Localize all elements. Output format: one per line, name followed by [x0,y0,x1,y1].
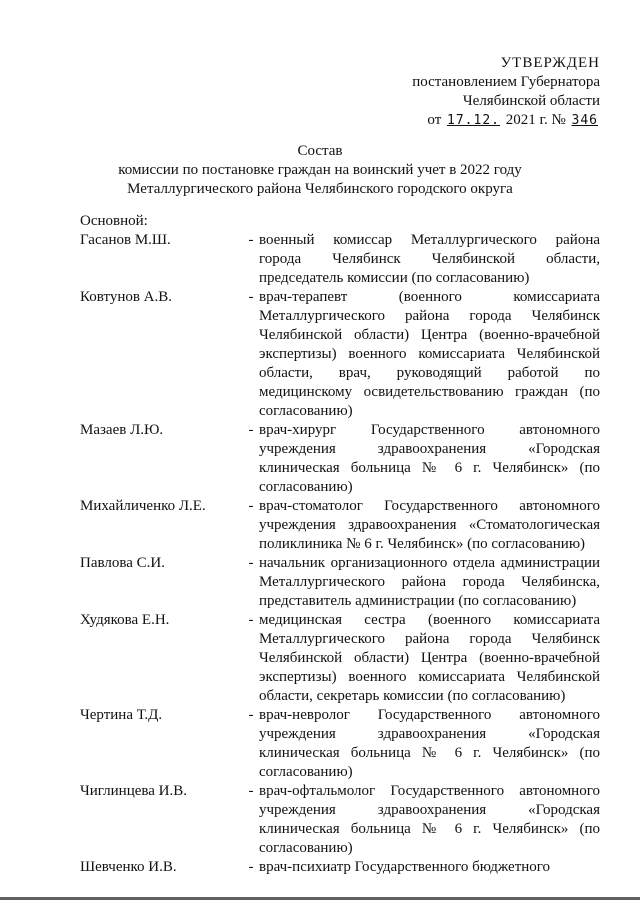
member-name: Мазаев Л.Ю. [80,422,164,438]
member-row [80,858,600,877]
member-role: врач-хирург Государственного автономного учреждения здравоохранения «Городская клиническая больница № 6 г. Челябинск» (по согласованию) [259,422,600,495]
member-row [80,231,600,288]
member-role: медицинская сестра (военного комиссариата Металлургического района города Челябинск Челябинской области) Центра (военно-врачебной экспертизы) военного комиссариата Челябинской области, секретарь комиссии (по согласованию) [259,612,600,704]
title-line-1: Состав [297,143,343,159]
title-line-3: Металлургического района Челябинского городского округа [127,181,513,197]
dash-separator: - [248,612,254,628]
member-row [80,782,600,858]
member-name: Павлова С.И. [80,555,165,571]
scan-bottom-edge [0,897,640,900]
member-row [80,611,600,706]
approval-heading: УТВЕРЖДЕН [500,55,600,71]
member-name: Чиглинцева И.В. [80,783,188,799]
year-text: 2021 г. № [505,112,566,128]
member-name: Чертина Т.Д. [80,707,163,723]
member-name: Гасанов М.Ш. [80,232,171,248]
member-role: начальник организационного отдела администрации Металлургического района города Челябинска, представитель администрации (по согласованию) [259,555,600,609]
date-prefix: от [427,112,442,128]
member-row [80,421,600,497]
member-role: врач-терапевт (военного комиссариата Металлургического района города Челябинск Челябинской области) Центра (военно-врачебной экспертизы) военного комиссариата Челябинской области, врач, руководящий работой по медицинскому освидетельствованию граждан (по согласованию) [259,289,600,419]
section-label: Основной: [80,213,148,229]
member-role: военный комиссар Металлургического района города Челябинск Челябинской области, председатель комиссии (по согласованию) [259,232,600,286]
member-name: Ковтунов А.В. [80,289,173,305]
member-name: Худякова Е.Н. [80,612,170,628]
approval-line-1: постановлением Губернатора [412,74,600,90]
dash-separator: - [248,498,254,514]
dash-separator: - [248,232,254,248]
document-title [60,142,580,199]
approval-line-2: Челябинской области [462,93,600,109]
member-name: Шевченко И.В. [80,859,177,875]
member-role: врач-невролог Государственного автономного учреждения здравоохранения «Городская клиническая больница № 6 г. Челябинск» (по согласованию) [259,707,600,780]
approval-block [390,54,600,130]
date-value: 17.12. [447,113,500,128]
member-row [80,554,600,611]
member-name: Михайличенко Л.Е. [80,498,206,514]
decree-number: 346 [571,113,598,128]
title-line-2: комиссии по постановке граждан на воинский учет в 2022 году [118,162,522,178]
member-role: врач-стоматолог Государственного автономного учреждения здравоохранения «Стоматологическая поликлиника № 6 г. Челябинск» (по согласованию) [259,498,600,552]
dash-separator: - [248,783,254,799]
member-role: врач-психиатр Государственного бюджетного [259,859,551,875]
dash-separator: - [248,422,254,438]
approval-date-line [390,111,600,130]
members-list [80,231,600,877]
dash-separator: - [248,555,254,571]
member-role: врач-офтальмолог Государственного автономного учреждения здравоохранения «Городская клиническая больница № 6 г. Челябинск» (по согласованию) [259,783,600,856]
dash-separator: - [248,707,254,723]
member-row [80,706,600,782]
member-row [80,497,600,554]
dash-separator: - [248,859,254,875]
member-row [80,288,600,421]
dash-separator: - [248,289,254,305]
